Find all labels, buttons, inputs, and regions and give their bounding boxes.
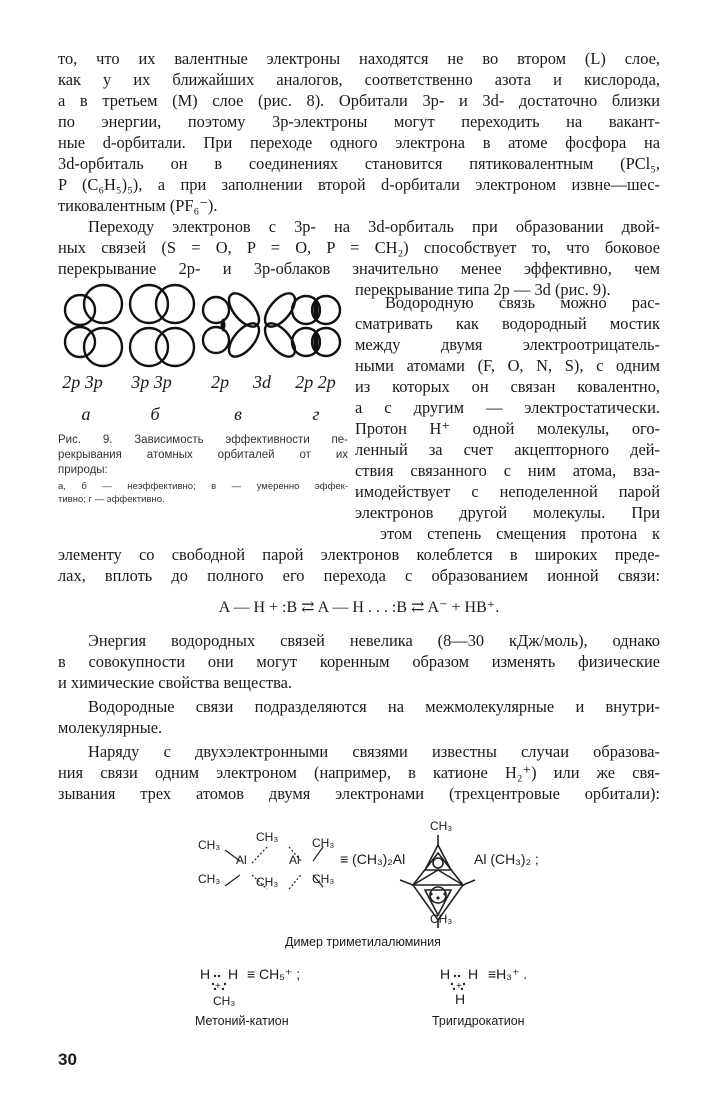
paragraph-4-line: и химические свойства вещества. (58, 673, 293, 692)
paragraph-3-line: сматривать как водородный мостик (355, 314, 660, 333)
paragraph-1-line: 3d-орбиталь он в соединениях становится пятиковалентным (PCl₅, (58, 154, 660, 173)
paragraph-1-line: ные d-орбитали. При переходе одного электрона в атоме фосфора на (58, 133, 660, 152)
orbital-label: 2p 2p (295, 372, 336, 392)
paragraph-5-line: Водородные связи подразделяются на межмолекулярные и внутри- (88, 697, 660, 716)
subfigure-letter: в (234, 404, 242, 424)
electron-dot (222, 988, 224, 990)
dimer-caption: Димер триметилалюминия (285, 935, 441, 949)
hydrogen-atom: H (440, 966, 451, 982)
bridging-methyl: CH₃ (256, 875, 279, 889)
paragraph-1-line: а в третьем (M) слое (рис. 8). Орбитали 3p- и 3d- достаточно близки (58, 91, 660, 110)
orbital-lobe (84, 285, 122, 323)
electron-dot (429, 892, 432, 895)
methyl-group-top: CH₃ (430, 819, 453, 833)
hydrogen-bond-equation: A — H + :B ⇄ A — H . . . :B ⇄ A⁻ + HB⁺. (218, 599, 500, 616)
paragraph-3-line: из которых он связан ковалентно, (355, 377, 660, 396)
figure-9-orbitals (58, 280, 348, 385)
equivalent-formula-left: ≡ (CH₃)₂Al (340, 851, 406, 867)
paragraph-6-line: зывания трех атомов двумя электронами (трехцентровые орбитали): (58, 784, 660, 803)
bridge-bond (252, 847, 267, 863)
bond (225, 875, 240, 886)
plus-charge: + (456, 981, 462, 992)
paragraph-1-line: то, что их валентные электроны находятся не во втором (L) слое, (58, 49, 660, 68)
aluminium-atom: Al (289, 853, 300, 867)
paragraph-2-line: Переходу электронов с 3p- на 3d-орбиталь при образовании двой- (88, 217, 660, 236)
figure-caption-line: Рис. 9. Зависимость эффективности пе- (58, 434, 348, 446)
equivalent-formula-right: Al (CH₃)₂ ; (474, 851, 539, 867)
paragraph-4-line: в совокупности они могут коренным образом изменять физические (58, 652, 660, 671)
methyl-group: CH₃ (198, 872, 221, 886)
paragraph-3-line: Протон H⁺ одной молекулы, ого- (355, 419, 660, 438)
methonium-formula: ≡ CH₅⁺ ; (247, 966, 301, 982)
three-center-orbital (433, 858, 443, 868)
paragraph-3-line: Водородную связь можно рас- (385, 293, 660, 312)
trihydro-caption: Тригидрокатион (432, 1014, 525, 1028)
methyl-group: CH₃ (198, 838, 221, 852)
electron-dot (454, 975, 456, 977)
paragraph-1-line: как у их ближайших аналогов, соответственно азота и кислорода, (58, 70, 660, 89)
hydrogen-atom: H (200, 966, 211, 982)
paragraph-3-line: ленный за счет акцепторного дей- (355, 440, 660, 459)
electron-dot (463, 983, 465, 985)
paragraph-1-line: тиковалентным (PF₆⁻). (58, 196, 218, 215)
methonium-caption: Метоний-катион (195, 1014, 289, 1028)
methyl-group: CH₃ (213, 994, 236, 1008)
paragraph-3-line: элементу со свободной парой электронов колеблется в широких преде- (58, 545, 660, 564)
paragraph-3-line: ствия связанного с ним атома, вза- (355, 461, 660, 480)
figure-caption-line: рекрывания атомных орбиталей от их (58, 449, 348, 461)
bridging-methyl: CH₃ (256, 830, 279, 844)
orbital-lobe (65, 295, 95, 325)
methyl-group-bottom: CH₃ (430, 912, 453, 926)
methyl-group: CH₃ (312, 836, 335, 850)
paragraph-6-line: ния связи одним электроном (например, в катионе H₂⁺) или же свя- (58, 763, 660, 782)
orbital-lobe (156, 285, 194, 323)
hydrogen-atom: H (228, 966, 239, 982)
three-center-orbital (413, 870, 463, 885)
electron-dot (224, 983, 226, 985)
figure-caption-line: природы: (58, 464, 108, 476)
orbital-label: 2p 3p (62, 372, 103, 392)
paragraph-2-line: перекрывание типа 2p — 3d (рис. 9). (355, 280, 611, 299)
paragraph-3-line: а с другим — электростатически. (355, 398, 660, 417)
orbital-lobe (84, 328, 122, 366)
orbital-label: 2p (211, 372, 229, 392)
paragraph-2-line: перекрывание 2p- и 3p-облаков значительно менее эффективно, чем (58, 259, 660, 278)
subfigure-letter: а (81, 404, 91, 424)
electron-dot (453, 988, 455, 990)
paragraph-5-line: молекулярные. (58, 718, 163, 737)
hydrogen-atom: H (468, 966, 479, 982)
paragraph-3-line: ными атомами (F, O, N, S), с одним (355, 356, 660, 375)
electron-dot (218, 975, 220, 977)
electron-dot (436, 896, 439, 899)
paragraph-3-line: имодействует с неподеленной парой (355, 482, 660, 501)
paragraph-2-line: ных связей (S = O, P = O, P = CH₂) способствует то, что боковое (58, 238, 660, 257)
trihydro-formula: ≡H₃⁺ . (488, 966, 528, 982)
electron-dot (214, 975, 216, 977)
electron-dot (458, 975, 460, 977)
aluminium-atom: Al (236, 853, 247, 867)
orbital-lobe (156, 328, 194, 366)
plus-charge: + (215, 981, 221, 992)
orbital-lobe (203, 297, 229, 323)
bridge-bond (289, 875, 301, 889)
subfigure-letter: г (312, 404, 320, 424)
subfigure-letter: б (150, 404, 160, 424)
paragraph-3-line: электронов другой молекулы. При (355, 503, 660, 522)
orbital-label: 3p 3p (131, 372, 172, 392)
electron-dot (443, 892, 446, 895)
paragraph-1-line: P (C₆H₅)₅), а при заполнении второй d-орбитали электроном извне—шес- (58, 175, 660, 194)
orbital-lobe (203, 327, 229, 353)
paragraph-3-line: этом степень смещения протона к (380, 524, 660, 543)
paragraph-3-line: лах, вплоть до полного его перехода с образованием ионной связи: (58, 566, 660, 585)
orbital-label: 3d (253, 372, 271, 392)
hydrogen-atom: H (455, 991, 466, 1007)
electron-dot (212, 983, 214, 985)
paragraph-4-line: Энергия водородных связей невелика (8—30 кДж/моль), однако (88, 631, 660, 650)
figure-legend-line: а, б — неэффективно; в — умеренно эффек- (58, 481, 348, 492)
three-center-orbital (400, 880, 413, 885)
electron-dot (451, 983, 453, 985)
figure-legend-line: тивно; г — эффективно. (58, 494, 165, 505)
paragraph-3-line: между двумя электроотрицатель- (355, 335, 660, 354)
dimer-bonds (195, 825, 545, 935)
three-center-orbital (463, 880, 475, 885)
page-number: 30 (58, 1050, 77, 1069)
methyl-group: CH₃ (312, 872, 335, 886)
paragraph-6-line: Наряду с двухэлектронными связями известны случаи образова- (88, 742, 660, 761)
paragraph-1-line: по энергии, поэтому 3p-электроны могут переходить на вакант- (58, 112, 660, 131)
